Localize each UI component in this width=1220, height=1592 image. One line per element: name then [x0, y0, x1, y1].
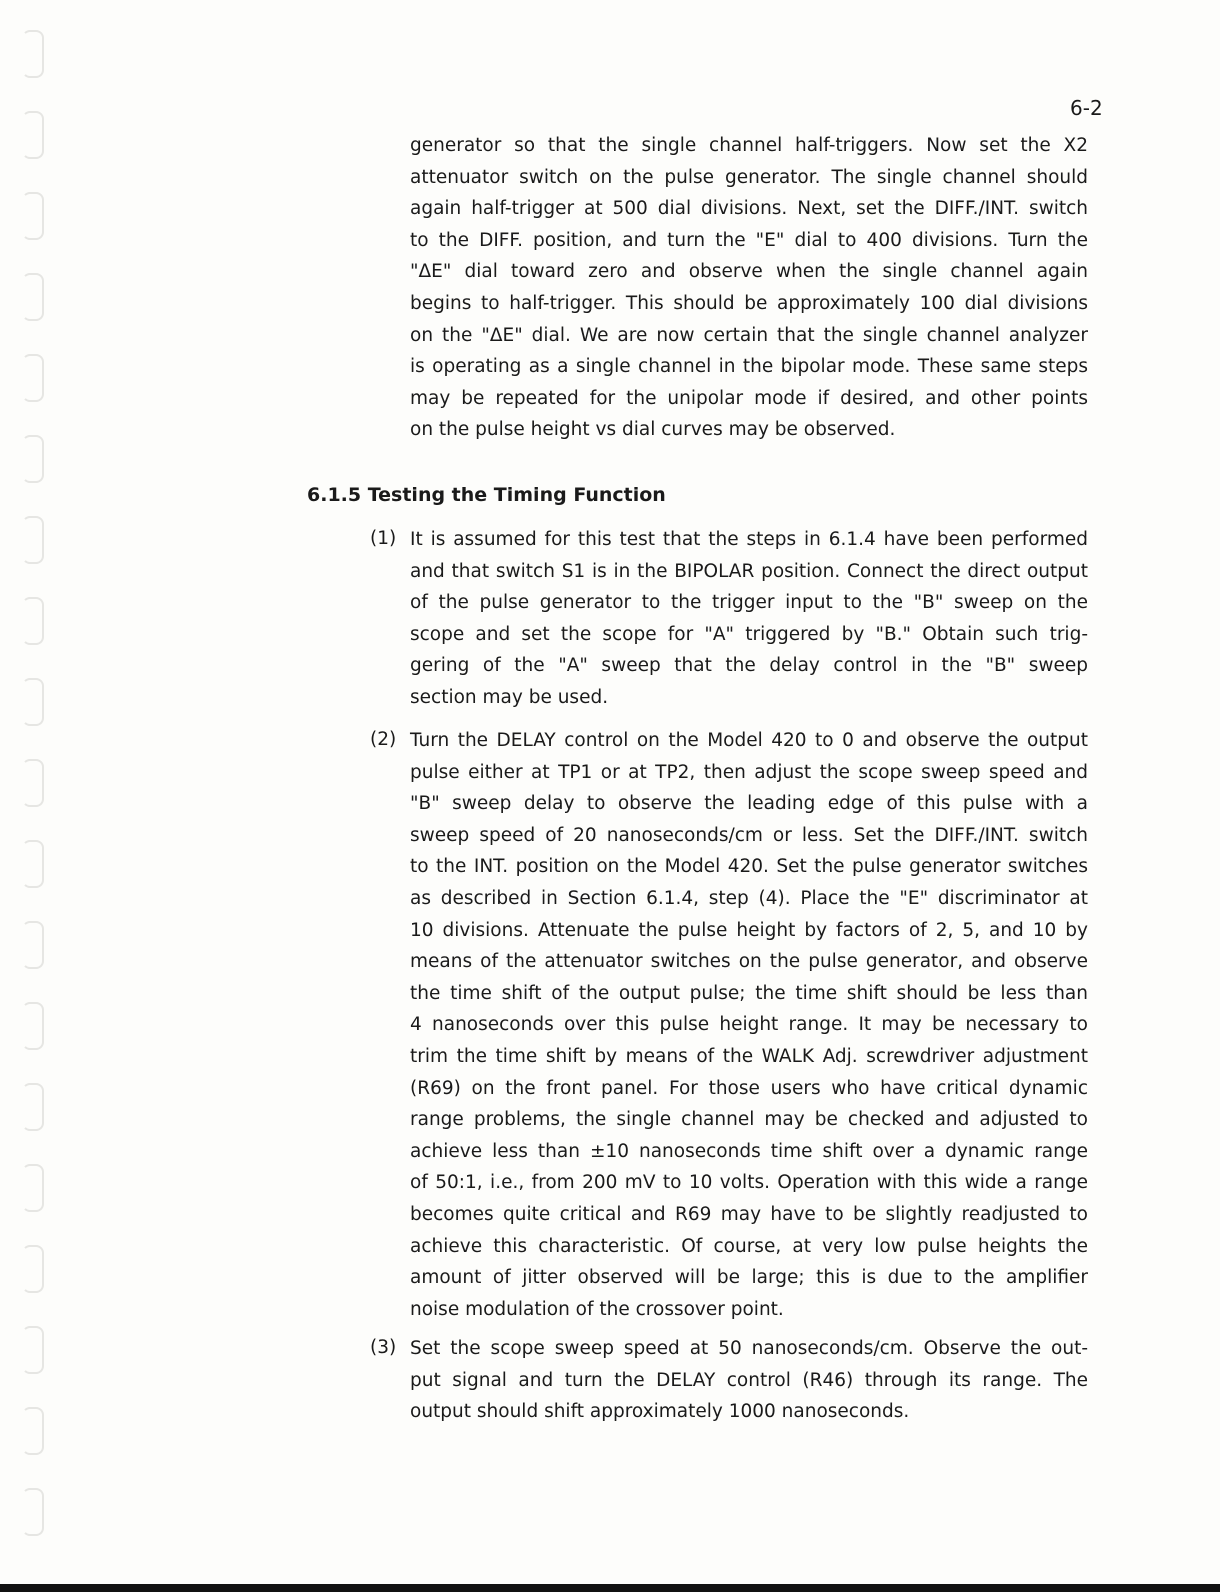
bottom-edge	[0, 1584, 1220, 1592]
text-line: may be repeated for the unipolar mode if desired, and other points	[410, 387, 1088, 409]
text-line: of the pulse generator to the trigger input to the "B" sweep on the	[410, 592, 1088, 614]
text-line: becomes quite critical and R69 may have to be slightly readjusted to	[410, 1204, 1088, 1225]
step-number: (2)	[370, 729, 397, 750]
text-line: achieve less than ±10 nanoseconds time shift over a dynamic range	[410, 1140, 1088, 1162]
text-line: trim the time shift by means of the WALK Adj. screwdriver adjustment	[410, 1046, 1088, 1067]
text-line: amount of jitter observed will be large; this is due to the amplifier	[410, 1267, 1088, 1289]
text-line: generator so that the single channel half-triggers. Now set the X2	[410, 135, 1088, 156]
binder-hole-mark	[22, 273, 44, 321]
binder-hole-mark	[22, 435, 44, 483]
text-line: Turn the DELAY control on the Model 420 to 0 and observe the output	[410, 730, 1088, 751]
step-number: (1)	[370, 528, 397, 549]
binder-hole-mark	[22, 354, 44, 402]
text-line: achieve this characteristic. Of course, at very low pulse heights the	[410, 1235, 1088, 1257]
binder-hole-mark	[22, 1002, 44, 1050]
text-line: sweep speed of 20 nanoseconds/cm or less. Set the DIFF./INT. switch	[410, 824, 1088, 846]
text-line: "B" sweep delay to observe the leading edge of this pulse with a	[410, 793, 1088, 815]
text-line: attenuator switch on the pulse generator. The single channel should	[410, 166, 1088, 188]
binder-hole-mark	[22, 1164, 44, 1212]
binder-hole-mark	[22, 1245, 44, 1293]
page-number: 6-2	[1070, 96, 1103, 120]
binder-hole-mark	[22, 1488, 44, 1536]
binder-hole-mark	[22, 597, 44, 645]
text-line: noise modulation of the crossover point.	[410, 1298, 784, 1320]
text-line: 10 divisions. Attenuate the pulse height by factors of 2, 5, and 10 by	[410, 919, 1088, 941]
text-line: begins to half-trigger. This should be approximately 100 dial divisions	[410, 293, 1088, 314]
text-line: Set the scope sweep speed at 50 nanoseconds/cm. Observe the out-	[410, 1338, 1088, 1359]
binder-hole-mark	[22, 192, 44, 240]
binder-hole-mark	[22, 30, 44, 78]
text-line: scope and set the scope for "A" triggered by "B." Obtain such trig-	[410, 623, 1088, 645]
text-line: the time shift of the output pulse; the time shift should be less than	[410, 982, 1088, 1004]
text-line: as described in Section 6.1.4, step (4). Place the "E" discriminator at	[410, 888, 1088, 909]
binder-hole-mark	[22, 1407, 44, 1455]
binder-hole-mark	[22, 516, 44, 564]
text-line: section may be used.	[410, 687, 609, 708]
text-line: means of the attenuator switches on the pulse generator, and observe	[410, 951, 1088, 973]
text-line: to the INT. position on the Model 420. Set the pulse generator switches	[410, 856, 1088, 878]
text-line: "ΔE" dial toward zero and observe when the single channel again	[410, 261, 1088, 283]
section-heading: 6.1.5 Testing the Timing Function	[307, 484, 666, 506]
text-line: range problems, the single channel may be checked and adjusted to	[410, 1109, 1088, 1131]
text-line: and that switch S1 is in the BIPOLAR position. Connect the direct output	[410, 560, 1088, 582]
binder-hole-mark	[22, 678, 44, 726]
binder-hole-mark	[22, 1326, 44, 1374]
binder-hole-mark	[22, 1083, 44, 1131]
text-line: put signal and turn the DELAY control (R46) through its range. The	[410, 1369, 1088, 1391]
text-line: on the pulse height vs dial curves may be observed.	[410, 419, 896, 441]
binder-hole-mark	[22, 921, 44, 969]
text-line: output should shift approximately 1000 nanoseconds.	[410, 1401, 910, 1423]
binder-hole-mark	[22, 111, 44, 159]
step-number: (3)	[370, 1337, 397, 1358]
text-line: to the DIFF. position, and turn the "E" dial to 400 divisions. Turn the	[410, 229, 1088, 251]
binder-hole-mark	[22, 759, 44, 807]
text-line: 4 nanoseconds over this pulse height range. It may be necessary to	[410, 1014, 1088, 1036]
text-line: pulse either at TP1 or at TP2, then adjust the scope sweep speed and	[410, 761, 1088, 783]
text-line: is operating as a single channel in the bipolar mode. These same steps	[410, 356, 1088, 378]
text-line: again half-trigger at 500 dial divisions. Next, set the DIFF./INT. switch	[410, 198, 1088, 220]
text-line: (R69) on the front panel. For those users who have critical dynamic	[410, 1077, 1088, 1099]
text-line: It is assumed for this test that the steps in 6.1.4 have been performed	[410, 529, 1088, 550]
text-line: of 50:1, i.e., from 200 mV to 10 volts. Operation with this wide a range	[410, 1172, 1088, 1194]
text-line: on the "ΔE" dial. We are now certain that the single channel analyzer	[410, 324, 1088, 346]
binder-hole-mark	[22, 840, 44, 888]
text-line: gering of the "A" sweep that the delay control in the "B" sweep	[410, 655, 1088, 677]
